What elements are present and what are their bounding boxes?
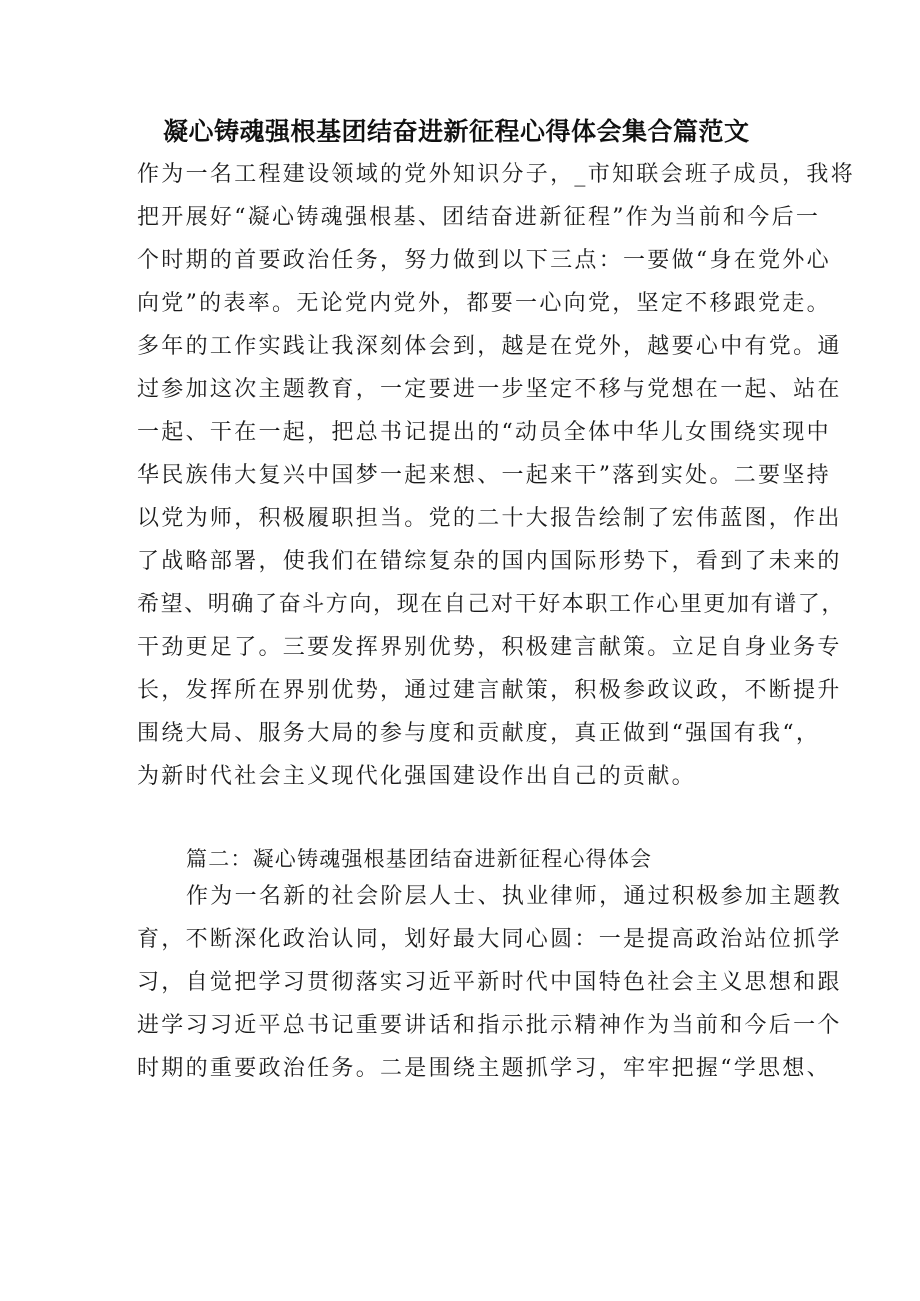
body-line: 希望、明确了奋斗方向，现在自己对干好本职工作心里更加有谱了， xyxy=(137,592,846,617)
body-line: 多年的工作实践让我深刻体会到，越是在党外，越要心中有党。通 xyxy=(137,334,842,359)
body-line: 华民族伟大复兴中国梦一起来想、一起来干”落到实处。二要坚持 xyxy=(137,463,831,488)
body-line: 进学习习近平总书记重要讲话和指示批示精神作为当前和今后一个 xyxy=(137,1013,842,1038)
body-line: 习，自觉把学习贯彻落实习近平新时代中国特色社会主义思想和跟 xyxy=(137,970,842,995)
body-line: 育，不断深化政治认同，划好最大同心圆：一是提高政治站位抓学 xyxy=(137,927,842,952)
body-line: 了战略部署，使我们在错综复杂的国内国际形势下，看到了未来的 xyxy=(137,549,842,574)
body-line: 长，发挥所在界别优势，通过建言献策，积极参政议政，不断提升 xyxy=(137,678,842,703)
body-line: 为新时代社会主义现代化强国建设作出自己的贡献。 xyxy=(137,764,696,789)
body-line: 个时期的首要政治任务，努力做到以下三点：一要做“身在党外心 xyxy=(137,248,831,273)
body-line: 时期的重要政治任务。二是围绕主题抓学习，牢牢把握“学思想、 xyxy=(137,1056,831,1081)
body-line: 作为一名新的社会阶层人士、执业律师，通过积极参加主题教 xyxy=(186,884,843,909)
body-line: 把开展好“凝心铸魂强根基、团结奋进新征程”作为当前和今后一 xyxy=(137,205,821,230)
body-line: 以党为师，积极履职担当。党的二十大报告绘制了宏伟蓝图，作出 xyxy=(137,506,842,531)
body-line: 一起、干在一起，把总书记提出的“动员全体中华儿女围绕实现中 xyxy=(137,420,831,445)
section-heading: 篇二：凝心铸魂强根基团结奋进新征程心得体会 xyxy=(186,847,653,871)
body-line: 过参加这次主题教育，一定要进一步坚定不移与党想在一起、站在 xyxy=(137,377,842,402)
body-line: 围绕大局、服务大局的参与度和贡献度，真正做到“强国有我“， xyxy=(137,721,821,746)
document-title: 凝心铸魂强根基团结奋进新征程心得体会集合篇范文 xyxy=(163,117,750,146)
body-line: 向党”的表率。无论党内党外，都要一心向党，坚定不移跟党走。 xyxy=(137,291,831,316)
body-line: 干劲更足了。三要发挥界别优势，积极建言献策。立足自身业务专 xyxy=(137,635,842,660)
body-line: 作为一名工程建设领域的党外知识分子，_市知联会班子成员，我将 xyxy=(137,162,856,187)
